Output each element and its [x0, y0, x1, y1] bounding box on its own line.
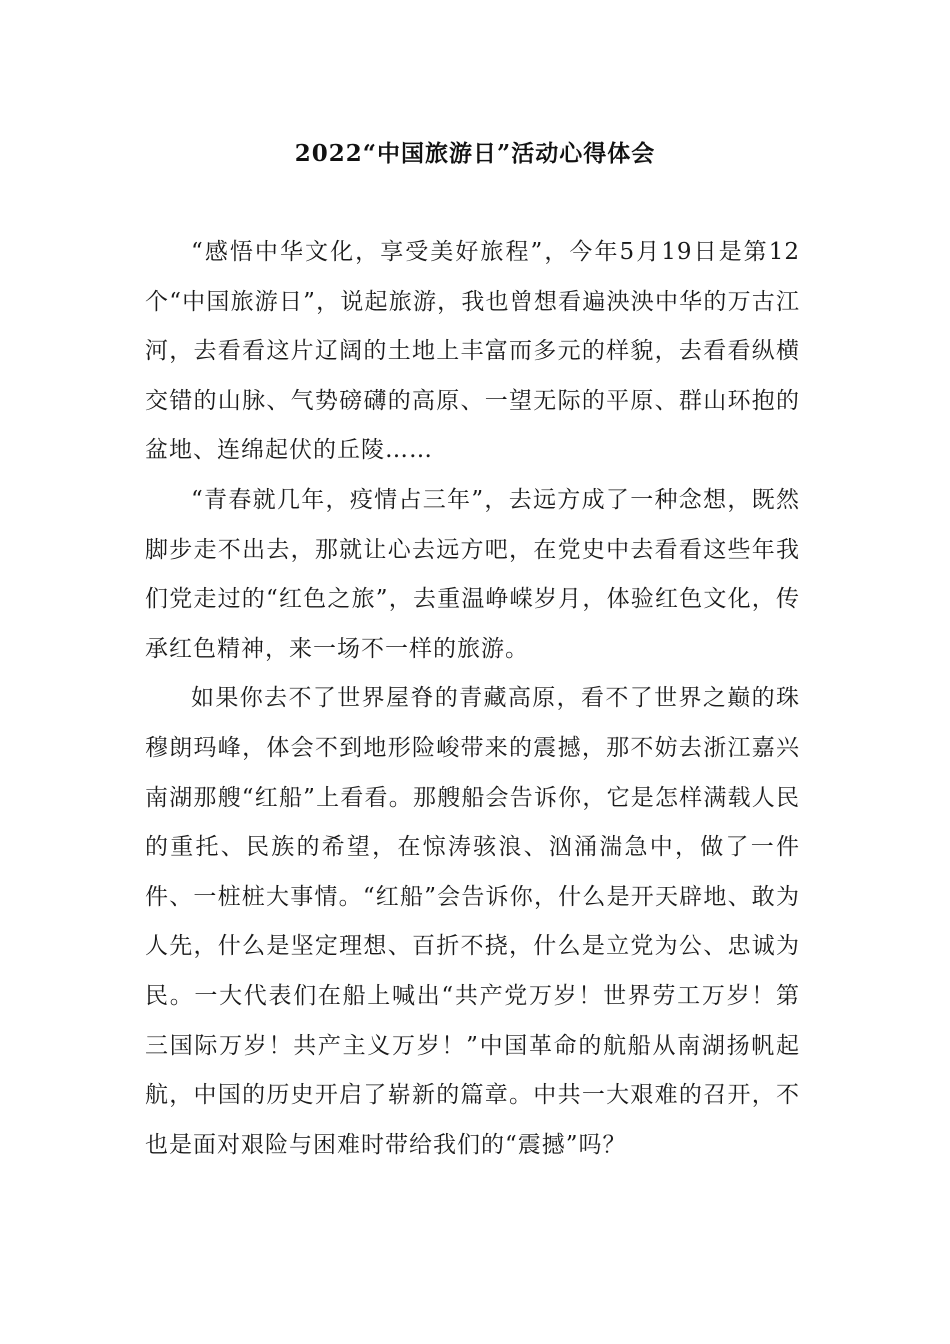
- paragraph-2: “青春就几年，疫情占三年”，去远方成了一种念想，既然脚步走不出去，那就让心去远方吧，在党史中去看看这些年我们党走过的“红色之旅”，去重温峥嵘岁月，体验红色文化，传承红色精神，来一场不一样的旅游。: [145, 486, 800, 662]
- document-body: [145, 228, 800, 1170]
- paragraph-1: “感悟中华文化，享受美好旅程”，今年5月19日是第12个“中国旅游日”，说起旅游，我也曾想看遍泱泱中华的万古江河，去看看这片辽阔的土地上丰富而多元的样貌，去看看纵横交错的山脉、气势磅礴的高原、一望无际的平原、群山环抱的盆地、连绵起伏的丘陵……: [145, 239, 800, 464]
- paragraph-3: 如果你去不了世界屋脊的青藏高原，看不了世界之巅的珠穆朗玛峰，体会不到地形险峻带来的震撼，那不妨去浙江嘉兴南湖那艘“红船”上看看。那艘船会告诉你，它是怎样满载人民的重托、民族的希望，在惊涛骇浪、汹涌湍急中，做了一件件、一桩桩大事情。“红船”会告诉你，什么是开天辟地、敢为人先，什么是坚定理想、百折不挠，什么是立党为公、忠诚为民。一大代表们在船上喊出“共产党万岁！世界劳工万岁！第三国际万岁！共产主义万岁！”中国革命的航船从南湖扬帆起航，中国的历史开启了崭新的篇章。中共一大艰难的召开，不也是面对艰险与困难时带给我们的“震撼”吗？: [145, 685, 800, 1158]
- document-title: 2022“中国旅游日”活动心得体会: [294, 140, 656, 167]
